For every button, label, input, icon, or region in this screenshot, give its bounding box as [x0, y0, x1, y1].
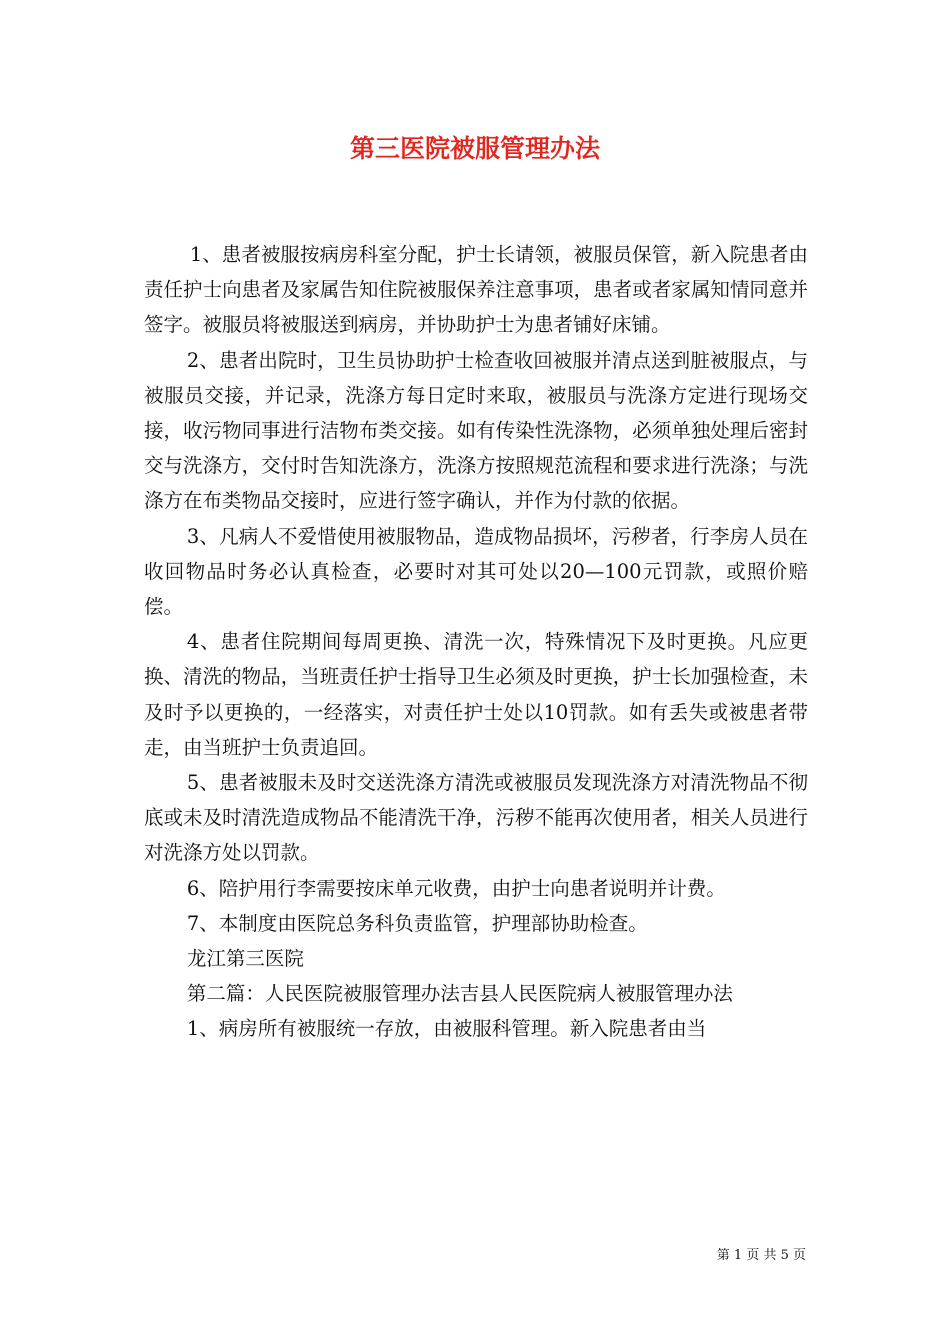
document-body	[144, 237, 808, 1047]
second-article-heading: 第二篇：人民医院被服管理办法吉县人民医院病人被服管理办法	[186, 982, 733, 1006]
paragraph-6: 6、陪护用行李需要按床单元收费，由护士向患者说明并计费。	[186, 876, 726, 900]
paragraph-5: 5、患者被服未及时交送洗涤方清洗或被服员发现洗涤方对清洗物品不彻底或未及时清洗造成物品不能清洗干净，污秽不能再次使用者，相关人员进行对洗涤方处以罚款。	[144, 771, 808, 865]
paragraph-7: 7、本制度由医院总务科负责监管，护理部协助检查。	[186, 911, 648, 935]
second-article-paragraph-1: 1、病房所有被服统一存放，由被服科管理。新入院患者由当	[186, 1017, 707, 1041]
paragraph-2: 2、患者出院时，卫生员协助护士检查收回被服并清点送到脏被服点，与被服员交接，并记录，洗涤方每日定时来取，被服员与洗涤方定进行现场交接，收污物同事进行洁物布类交接。如有传染性洗涤物，必须单独处理后密封交与洗涤方，交付时告知洗涤方，洗涤方按照规范流程和要求进行洗涤；与洗涤方在布类物品交接时，应进行签字确认，并作为付款的依据。	[144, 348, 808, 513]
paragraph-1: 1、患者被服按病房科室分配，护士长请领，被服员保管，新入院患者由责任护士向患者及家属告知住院被服保养注意事项，患者或者家属知情同意并签字。被服员将被服送到病房，并协助护士为患者铺好床铺。	[144, 243, 808, 337]
paragraph-4: 4、患者住院期间每周更换、清洗一次，特殊情况下及时更换。凡应更换、清洗的物品，当班责任护士指导卫生必须及时更换，护士长加强检查，未及时予以更换的，一经落实，对责任护士处以10罚款。如有丢失或被患者带走，由当班护士负责追回。	[144, 630, 808, 759]
page-number-footer: 第 1 页 共 5 页	[716, 1248, 806, 1263]
signature-line: 龙江第三医院	[186, 947, 304, 971]
paragraph-3: 3、凡病人不爱惜使用被服物品，造成物品损坏，污秽者，行李房人员在收回物品时务必认真检查，必要时对其可处以20—100元罚款，或照价赔偿。	[144, 524, 808, 619]
document-title: 第三医院被服管理办法	[349, 134, 600, 163]
